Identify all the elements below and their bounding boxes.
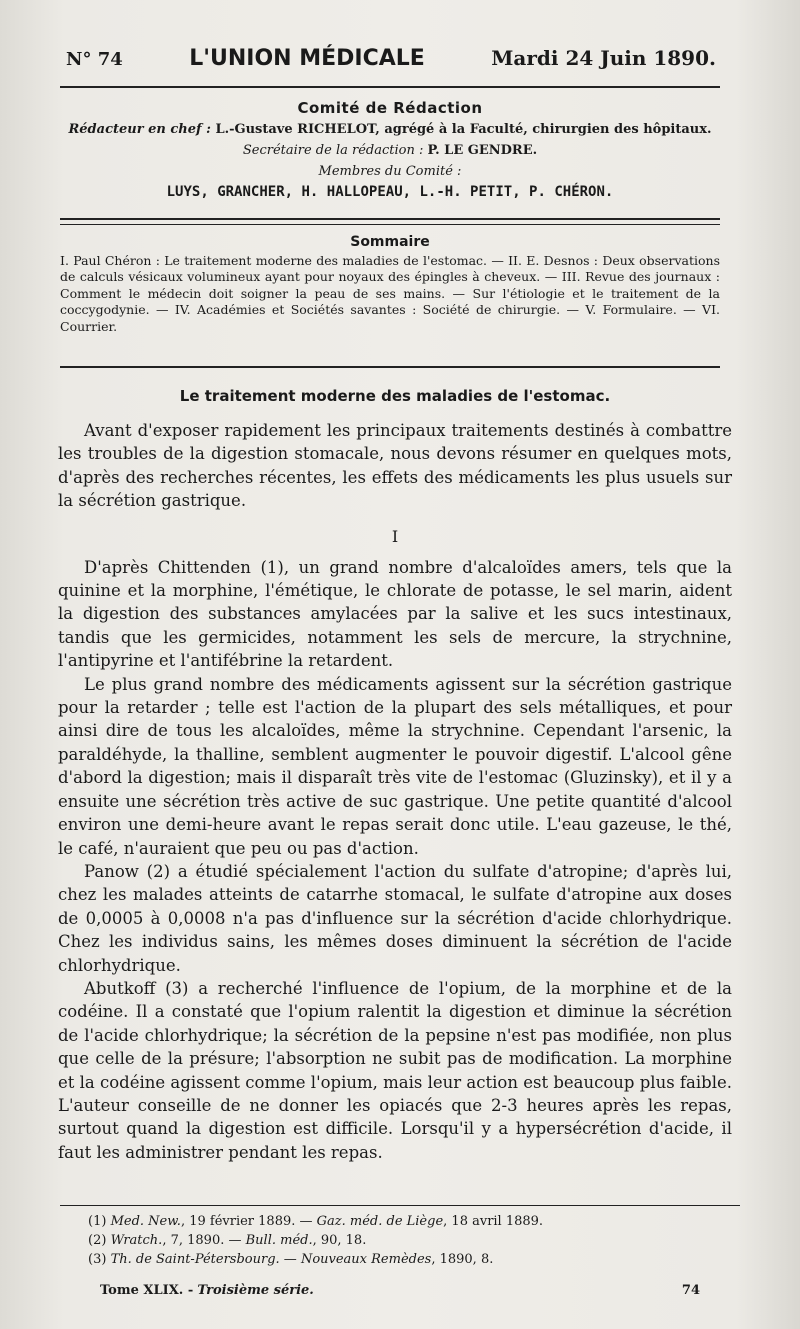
footnote-source: Wratch. [110,1233,163,1248]
secretary-name: P. LE GENDRE. [427,143,538,158]
footnote [88,1250,688,1269]
volume-info [100,1283,314,1298]
footnote-text: — [279,1252,301,1267]
footnote-text: , 90, 18. [312,1233,367,1248]
secretary-line [60,140,720,161]
chief-editor-text: L.-Gustave RICHELOT, agrégé à la Faculté, chirurgien des hôpitaux. [215,122,712,137]
editorial-committee [60,98,720,203]
footnote-text: , 19 février 1889. — [180,1214,317,1229]
footnote-source: Bull. méd. [245,1233,313,1248]
footnote [88,1212,688,1231]
article-paragraph-1: D'après Chittenden (1), un grand nombre d'alcaloïdes amers, tels que la quinine et la morphine, l'émétique, le chlorate de potasse, le sel marin, aident la digestion des substances amylacées par la salive et les sucs intestinaux, tandis que les germicides, notamment les sels de mercure, la strychnine, l'antipyrine et l'antifébrine la retardent. [58,557,732,671]
footnote-number: (1) [88,1214,107,1229]
chief-editor-line [60,119,720,140]
summary-title: Sommaire [350,234,430,250]
article-paragraph-3: Panow (2) a étudié spécialement l'action du sulfate d'atropine; d'après lui, chez les malades atteints de catarrhe stomacal, le sulfate d'atropine aux doses de 0,0005 à 0,0008 n'a pas d'influence sur la sécrétion d'acide chlorhydrique. Chez les individus sains, les mêmes doses diminuent la sécrétion de l'acide chlorhydrique. [58,861,732,975]
footnote-number: (2) [88,1233,107,1248]
page-header [66,46,716,71]
footnote-source: Nouveaux Remèdes [300,1252,432,1267]
tome-label: Tome XLIX. - [100,1283,194,1298]
page-footer [100,1283,700,1298]
summary-rule [60,366,720,368]
footnote [88,1231,688,1250]
footnote-number: (3) [88,1252,107,1267]
article-intro: Avant d'exposer rapidement les principaux traitements destinés à combattre les troubles de la digestion stomacale, nous devons résumer en quelques mots, d'après des recherches récentes, les effets des médicaments les plus usuels sur la sécrétion gastrique. [58,421,732,511]
members-names: LUYS, GRANCHER, H. HALLOPEAU, L.-H. PETIT, P. CHÉRON. [166,184,614,200]
journal-title: L'UNION MÉDICALE [189,46,425,71]
footnote-text: , 7, 1890. — [162,1233,246,1248]
footnote-text: , 1890, 8. [431,1252,494,1267]
article [58,387,732,1164]
header-rule [60,86,720,88]
footnote-source: Th. de Saint-Pétersbourg. [110,1252,280,1267]
footnotes [88,1212,688,1269]
committee-rule-top [60,218,720,220]
footnote-source: Gaz. méd. de Liège [316,1214,444,1229]
issue-number: N° 74 [66,49,123,70]
issue-date: Mardi 24 Juin 1890. [491,46,716,70]
secretary-label: Secrétaire de la rédaction : [242,143,424,158]
chief-editor-label: Rédacteur en chef : [68,122,211,137]
article-title: Le traitement moderne des maladies de l'estomac. [179,387,611,405]
section-number: I [391,526,399,546]
footnote-text: , 18 avril 1889. [443,1214,544,1229]
series-label: Troisième série. [197,1283,314,1298]
footnote-source: Med. New. [110,1214,181,1229]
page-number: 74 [681,1283,700,1298]
committee-rule-bottom [60,224,720,225]
article-paragraph-4: Abutkoff (3) a recherché l'influence de l'opium, de la morphine et de la codéine. Il a constaté que l'opium ralentit la digestion et diminue la sécrétion de l'acide chlorhydrique; la sécrétion de la pepsine n'est pas modifiée, non plus que celle de la présure; l'absorption ne subit pas de modification. La morphine et la codéine agissent comme l'opium, mais leur action est beaucoup plus faible. L'auteur conseille de ne donner les opiacés que 2-3 heures après les repas, surtout quand la digestion est difficile. Lorsqu'il y a hypersécrétion d'acide, il faut les administrer pendant les repas. [58,978,732,1162]
members-label: Membres du Comité : [318,164,462,179]
summary-section [60,234,720,335]
summary-text: I. Paul Chéron : Le traitement moderne des maladies de l'estomac. — II. E. Desnos : Deux observations de calculs vésicaux volumineux ayant pour noyaux des épingles à cheveux. — III. Revue des journaux : Comment le médecin doit soigner la peau de ses mains. — Sur l'étiologie et le traitement de la coccygodynie. — IV. Académies et Sociétés savantes : Société de chirurgie. — V. Formulaire. — VI. Courrier. [60,252,720,334]
article-paragraph-2: Le plus grand nombre des médicaments agissent sur la sécrétion gastrique pour la retarder ; telle est l'action de la plupart des sels métalliques, et pour ainsi dire de tous les alcaloïdes, même la strychnine. Cependant l'arsenic, la paraldéhyde, la thalline, semblent augmenter le pouvoir digestif. L'alcool gêne d'abord la digestion; mais il disparaît très vite de l'estomac (Gluzinsky), et il y a ensuite une sécrétion très active de suc gastrique. Une petite quantité d'alcool environ une demi-heure avant le repas serait donc utile. L'eau gazeuse, le thé, le café, n'auraient que peu ou pas d'action. [58,674,732,858]
committee-title: Comité de Rédaction [297,99,483,117]
footnote-rule [60,1205,740,1206]
